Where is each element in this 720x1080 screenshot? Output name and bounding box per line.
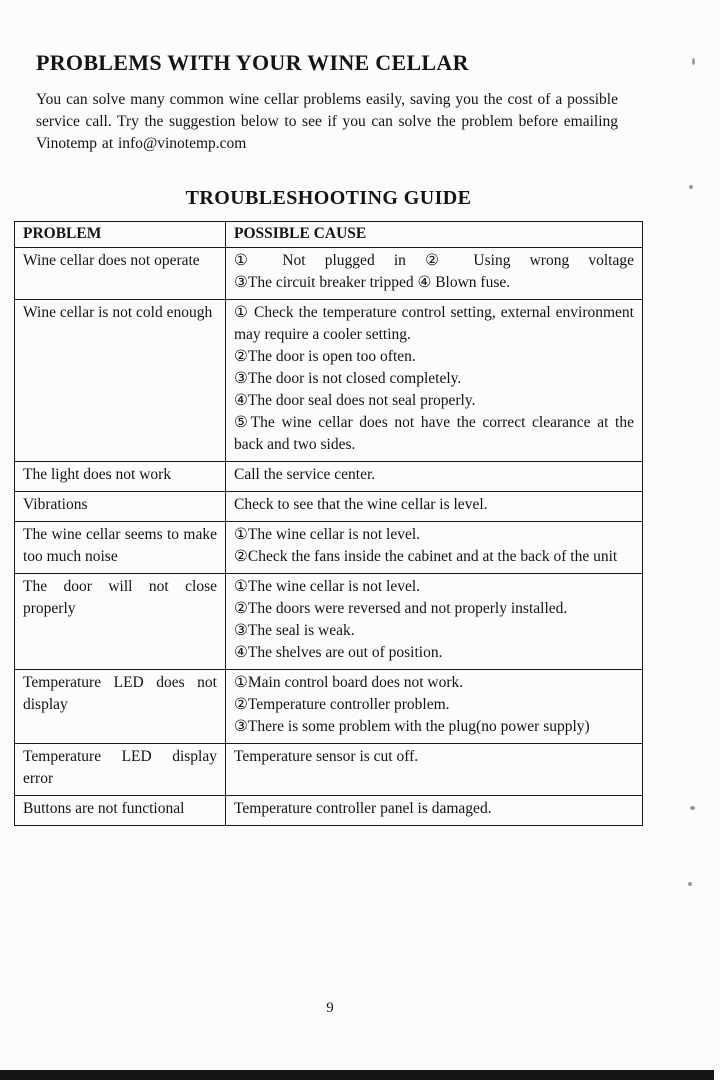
scan-speckle <box>688 882 692 886</box>
problem-cell: Buttons are not functional <box>15 796 226 826</box>
cause-line: Temperature sensor is cut off. <box>234 748 419 765</box>
problem-cell: Wine cellar does not operate <box>15 248 226 300</box>
section-heading: TROUBLESHOOTING GUIDE <box>185 187 472 209</box>
cause-line: ④The door seal does not seal properly. <box>234 392 476 409</box>
table-header-row <box>15 222 643 248</box>
cause-column-header: POSSIBLE CAUSE <box>226 222 643 248</box>
cause-cell <box>226 574 643 670</box>
cause-line: ①The wine cellar is not level. <box>234 578 421 595</box>
cause-line: ③There is some problem with the plug(no power supply) <box>234 718 590 735</box>
problem-cell: The wine cellar seems to make too much noise <box>15 522 226 574</box>
cause-line: ③The door is not closed completely. <box>234 370 462 387</box>
scan-speckle <box>692 58 695 65</box>
table-row <box>15 670 643 744</box>
table-row <box>15 462 643 492</box>
cause-cell <box>226 300 643 462</box>
problem-cell: Vibrations <box>15 492 226 522</box>
problem-column-header: PROBLEM <box>15 222 226 248</box>
table-row <box>15 300 643 462</box>
intro-paragraph: You can solve many common wine cellar problems easily, saving you the cost of a possible service call. Try the suggestion below to see if you can solve the problem before emailing Vinotemp at info@vinotemp.com <box>36 91 618 152</box>
cause-line: ① Not plugged in ② Using wrong voltage <box>234 252 634 269</box>
table-row <box>15 574 643 670</box>
cause-line: ①Main control board does not work. <box>234 674 464 691</box>
problem-cell: Temperature LED display error <box>15 744 226 796</box>
cause-cell <box>226 522 643 574</box>
cause-line: ③The seal is weak. <box>234 622 355 639</box>
cause-line: ②The door is open too often. <box>234 348 416 365</box>
page-title: PROBLEMS WITH YOUR WINE CELLAR <box>36 50 469 75</box>
table-row <box>15 492 643 522</box>
cause-line: ⑤The wine cellar does not have the correct clearance at the back and two sides. <box>234 414 634 453</box>
problem-cell: Temperature LED does not display <box>15 670 226 744</box>
cause-line: ① Check the temperature control setting, external environment may require a cooler setting. <box>234 304 634 343</box>
cause-line: ②Temperature controller problem. <box>234 696 450 713</box>
page-number: 9 <box>326 1000 334 1016</box>
cause-line: Temperature controller panel is damaged. <box>234 800 492 817</box>
cause-cell <box>226 492 643 522</box>
cause-line: Check to see that the wine cellar is level. <box>234 496 488 513</box>
table-row <box>15 744 643 796</box>
cause-line: ②The doors were reversed and not properly installed. <box>234 600 568 617</box>
cause-cell <box>226 744 643 796</box>
cause-line: ②Check the fans inside the cabinet and at the back of the unit <box>234 548 618 565</box>
cause-cell <box>226 462 643 492</box>
table-row <box>15 522 643 574</box>
scan-artifact-bar <box>0 1070 714 1080</box>
table-row <box>15 796 643 826</box>
cause-line: ①The wine cellar is not level. <box>234 526 421 543</box>
cause-line: Call the service center. <box>234 466 376 483</box>
scan-speckle <box>690 806 695 810</box>
problem-cell: The light does not work <box>15 462 226 492</box>
cause-line: ④The shelves are out of position. <box>234 644 443 661</box>
cause-cell <box>226 670 643 744</box>
scan-speckle <box>689 185 693 189</box>
cause-cell <box>226 248 643 300</box>
troubleshooting-table <box>14 221 643 826</box>
problem-cell: The door will not close properly <box>15 574 226 670</box>
cause-line: ③The circuit breaker tripped ④ Blown fuse. <box>234 274 511 291</box>
problem-cell: Wine cellar is not cold enough <box>15 300 226 462</box>
table-row <box>15 248 643 300</box>
cause-cell <box>226 796 643 826</box>
